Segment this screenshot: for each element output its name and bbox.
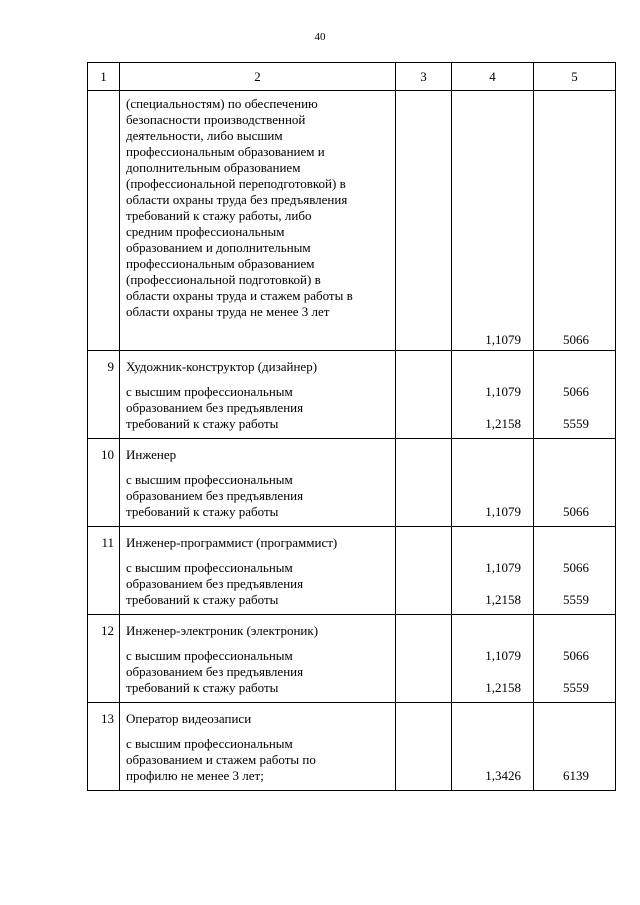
empty-cell [396,615,452,703]
column-header: 5 [534,63,616,91]
coefficient-value [452,736,521,752]
description-line: требований к стажу работы [126,416,279,431]
salary-value: 5066 [563,560,589,575]
coefficient-cell [452,527,534,615]
salary-cell [534,91,616,351]
empty-cell [396,439,452,527]
salary-value: 6139 [563,768,589,783]
description-line: требований к стажу работы, либо [126,208,312,223]
table-row [88,615,616,703]
description-line: образованием без предъявления [126,576,304,591]
description-line: (специальностям) по обеспечению [126,96,318,111]
description-line: профессиональным образованием и [126,144,325,159]
empty-cell [396,91,452,351]
description-line: требований к стажу работы [126,504,279,519]
coefficient-cell [452,615,534,703]
coefficient-value [452,472,521,488]
salary-value [534,736,589,752]
position-cell [120,615,396,703]
position-cell [120,527,396,615]
coefficient-value: 1,1079 [485,648,521,663]
position-cell [120,351,396,439]
salary-value: 5066 [563,504,589,519]
description-line: образованием и дополнительным [126,240,311,255]
salary-value: 5066 [563,384,589,399]
coefficient-cell [452,439,534,527]
salary-value: 5559 [563,680,589,695]
position-title: Инженер [126,447,177,462]
coefficient-value: 1,2158 [485,416,521,431]
coefficient-cell [452,91,534,351]
salary-cell [534,615,616,703]
description-line: требований к стажу работы [126,680,279,695]
coefficient-cell [452,703,534,791]
description-line: с высшим профессиональным [126,472,293,487]
empty-cell [396,351,452,439]
table-row [88,703,616,791]
description-line: требований к стажу работы [126,592,279,607]
description-line: с высшим профессиональным [126,648,293,663]
page-number: 40 [314,31,326,43]
description-line: профессиональным образованием [126,256,315,271]
coefficient-value: 1,2158 [485,592,521,607]
coefficient-value: 1,3426 [485,768,521,783]
description-line: (профессиональной подготовкой) в [126,272,321,287]
coefficient-value: 1,1079 [485,504,521,519]
column-header: 4 [452,63,534,91]
position-title: Художник-конструктор (дизайнер) [126,359,318,374]
coefficient-cell [452,351,534,439]
salary-cell [534,703,616,791]
description-line: деятельности, либо высшим [126,128,283,143]
row-number-cell: 12 [88,615,120,703]
description-line: образованием без предъявления [126,400,304,415]
empty-cell [396,527,452,615]
description-line: области охраны труда без предъявления [126,192,348,207]
position-cell [120,439,396,527]
description-line: области охраны труда не менее 3 лет [126,304,330,319]
description-line: (профессиональной переподготовкой) в [126,176,346,191]
salary-value [534,472,589,488]
row-number-cell [88,91,120,351]
position-title: Инженер-электроник (электроник) [126,623,319,638]
table-row [88,351,616,439]
salary-value: 5066 [563,648,589,663]
column-header: 3 [396,63,452,91]
coefficient-value: 1,2158 [485,680,521,695]
column-header: 2 [120,63,396,91]
position-title: Инженер-программист (программист) [126,535,338,550]
table-header-row [88,63,616,91]
salary-cell [534,439,616,527]
position-description-cell [120,91,396,351]
description-line: безопасности производственной [126,112,306,127]
position-title: Оператор видеозаписи [126,711,252,726]
description-line: средним профессиональным [126,224,285,239]
coefficient-value: 1,1079 [485,384,521,399]
description-line: образованием и стажем работы по [126,752,316,767]
coefficient-value: 1,1079 [485,560,521,575]
salary-table [87,62,616,791]
description-line: образованием без предъявления [126,664,304,679]
empty-cell [396,703,452,791]
description-line: образованием без предъявления [126,488,304,503]
description-line: с высшим профессиональным [126,560,293,575]
table-row [88,439,616,527]
coefficient-value: 1,1079 [485,332,521,347]
description-line: профилю не менее 3 лет; [126,768,264,783]
row-number-cell: 13 [88,703,120,791]
salary-value: 5066 [563,332,589,347]
row-number-cell: 10 [88,439,120,527]
table-row-continuation [88,91,616,351]
table-row [88,527,616,615]
salary-value: 5559 [563,416,589,431]
salary-cell [534,527,616,615]
description-line: с высшим профессиональным [126,736,293,751]
description-line: дополнительным образованием [126,160,301,175]
row-number-cell: 9 [88,351,120,439]
column-header: 1 [88,63,120,91]
salary-value: 5559 [563,592,589,607]
row-number-cell: 11 [88,527,120,615]
salary-cell [534,351,616,439]
position-cell [120,703,396,791]
description-line: с высшим профессиональным [126,384,293,399]
description-line: области охраны труда и стажем работы в [126,288,353,303]
